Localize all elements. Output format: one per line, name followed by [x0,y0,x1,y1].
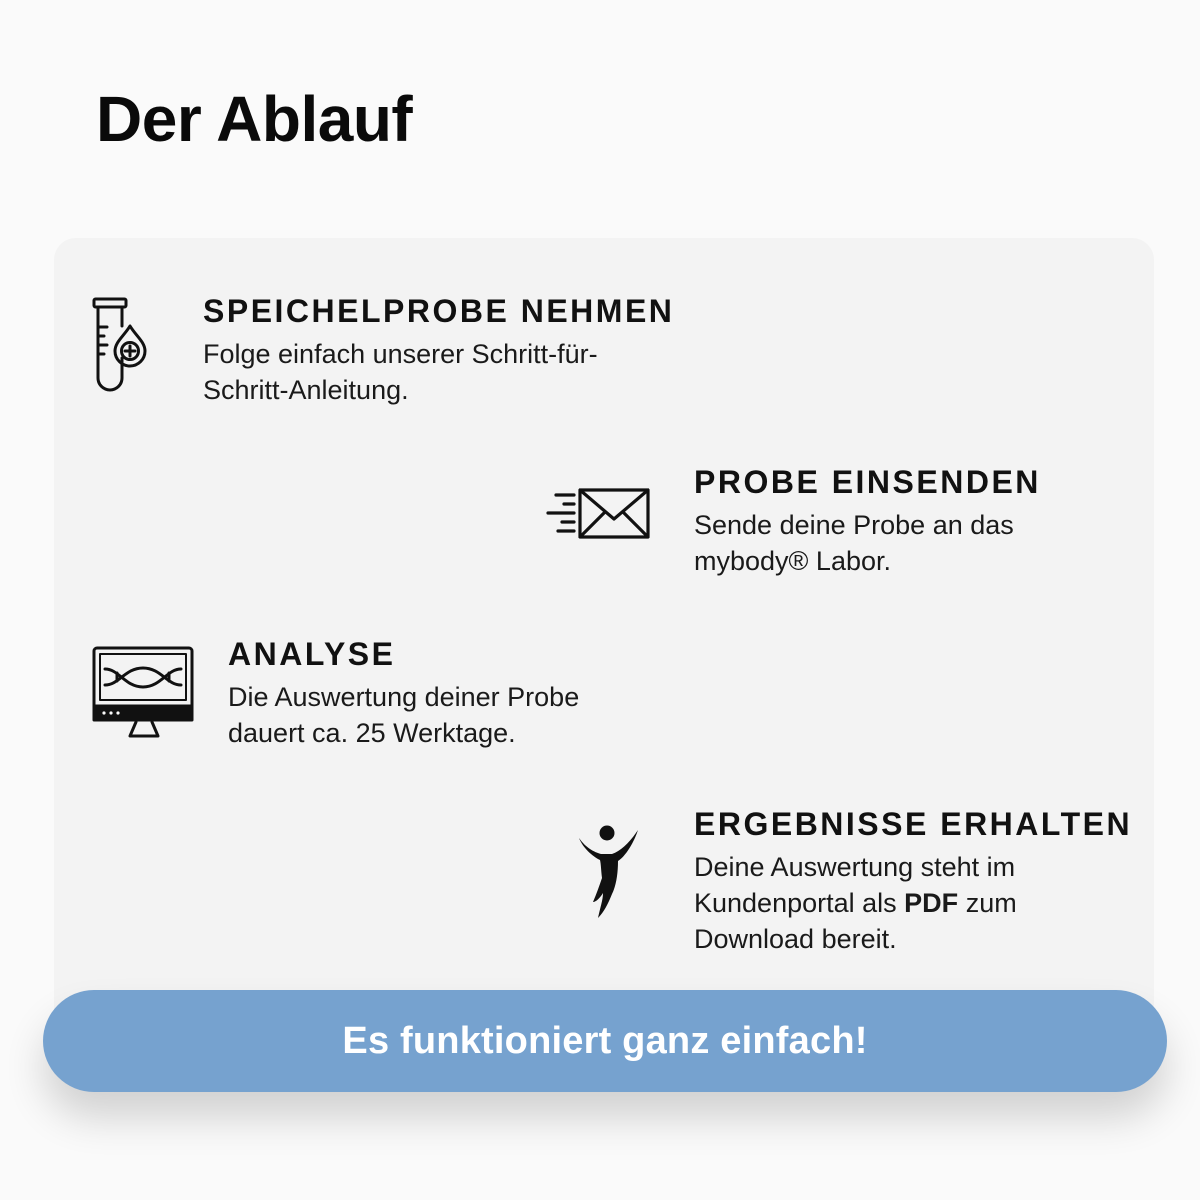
step-description [694,849,1074,957]
step-send-sample [694,464,1134,579]
envelope-sending-icon [544,486,652,542]
cta-label: Es funktioniert ganz einfach! [342,1019,868,1062]
saliva-test-tube-icon [88,296,156,392]
step-analysis [228,636,648,751]
step-description: Die Auswertung deiner Probe dauert ca. 25 Werktage. [228,682,580,748]
step-saliva-sample [203,293,683,408]
step-description: Folge einfach unserer Schritt-für-Schritt-Anleitung. [203,339,598,405]
step-heading: ERGEBNISSE ERHALTEN [694,806,1133,842]
step-description: Sende deine Probe an das mybody® Labor. [694,510,1014,576]
step-heading: ANALYSE [228,636,396,672]
step-heading: PROBE EINSENDEN [694,464,1041,500]
step-heading: SPEICHELPROBE NEHMEN [203,293,675,329]
step-description-end: zum Download bereit. [694,888,1017,954]
page-title: Der Ablauf [96,83,413,155]
dna-monitor-icon [92,646,194,740]
jumping-person-icon [574,824,644,922]
step-description-bold: PDF [904,888,959,918]
step-description-start: Deine Auswertung steht im Kundenportal als [694,852,1016,918]
step-receive-results [694,806,1154,957]
cta-banner[interactable] [43,990,1167,1092]
